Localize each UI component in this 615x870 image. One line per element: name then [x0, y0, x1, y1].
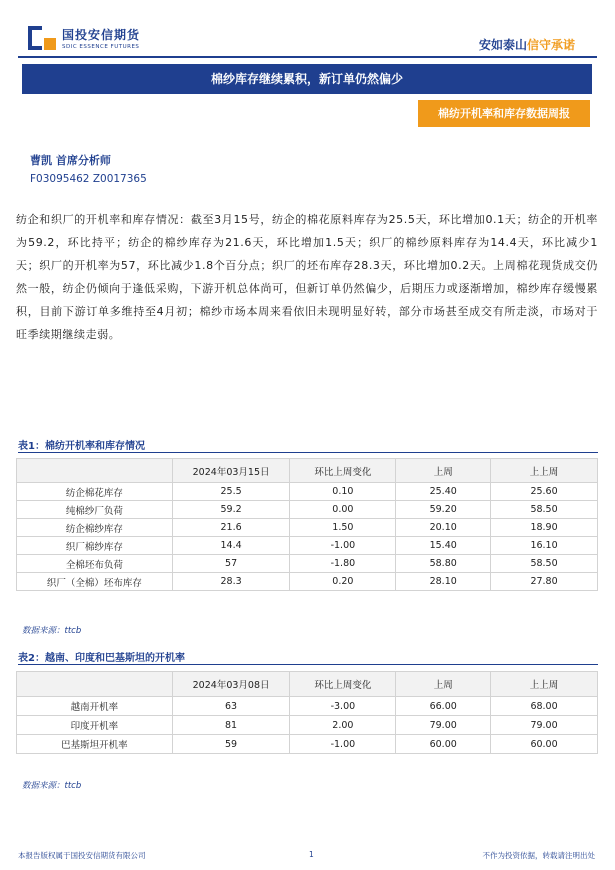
table2-header-cell: 2024年03月08日	[172, 672, 290, 697]
table1	[16, 458, 598, 591]
table-row	[17, 735, 598, 754]
table2-header-cell: 环比上周变化	[290, 672, 396, 697]
table-row	[17, 483, 598, 501]
value-cell: 0.00	[290, 501, 396, 519]
slogan	[479, 36, 575, 53]
table-row	[17, 697, 598, 716]
value-cell: 25.40	[396, 483, 491, 501]
value-cell: 57	[172, 555, 290, 573]
value-cell: 1.50	[290, 519, 396, 537]
table1-header-cell: 上上周	[491, 459, 598, 483]
value-cell: 27.80	[491, 573, 598, 591]
brand-name	[62, 26, 140, 50]
slogan-part-1: 安如泰山	[478, 38, 527, 52]
row-label-cell: 印度开机率	[17, 716, 173, 735]
value-cell: 16.10	[491, 537, 598, 555]
value-cell: 68.00	[491, 697, 598, 716]
report-title: 棉纱库存继续累积，新订单仍然偏少	[22, 64, 592, 94]
table1-header-cell	[17, 459, 173, 483]
value-cell: 28.10	[396, 573, 491, 591]
value-cell: 25.60	[491, 483, 598, 501]
value-cell: 58.50	[491, 555, 598, 573]
value-cell: 59.2	[172, 501, 290, 519]
value-cell: -1.80	[290, 555, 396, 573]
value-cell: 18.90	[491, 519, 598, 537]
value-cell: 28.3	[172, 573, 290, 591]
header-divider	[18, 56, 597, 58]
row-label-cell: 越南开机率	[17, 697, 173, 716]
table1-header-cell: 上周	[396, 459, 491, 483]
table1-source: 数据来源：ttcb	[22, 626, 82, 636]
row-label-cell: 织厂棉纱库存	[17, 537, 173, 555]
row-label-cell: 巴基斯坦开机率	[17, 735, 173, 754]
value-cell: -1.00	[290, 537, 396, 555]
table1-title: 表1：棉纺开机率和库存情况	[18, 441, 145, 452]
value-cell: 14.4	[172, 537, 290, 555]
table1-header-row	[17, 459, 598, 483]
table2-header-cell: 上周	[396, 672, 491, 697]
value-cell: 60.00	[396, 735, 491, 754]
value-cell: 81	[172, 716, 290, 735]
value-cell: 66.00	[396, 697, 491, 716]
table1-header-cell: 环比上周变化	[290, 459, 396, 483]
table1-header-cell: 2024年03月15日	[172, 459, 290, 483]
value-cell: 59.20	[396, 501, 491, 519]
table2-header-cell	[17, 672, 173, 697]
value-cell: 79.00	[491, 716, 598, 735]
footer-copyright: 本报告版权属于国投安信期货有限公司	[18, 851, 146, 860]
value-cell: 63	[172, 697, 290, 716]
body-paragraph: 纺企和织厂的开机率和库存情况：截至3月15号，纺企的棉花原料库存为25.5天，环比增加0.1天；纺企的开机率为59.2，环比持平；纺企的棉纱库存为21.6天，环比增加1.5天；织厂的棉纱原料库存为14.4天，环比减少1天；织厂的开机率为57，环比减少1.8个百分点；织厂的坯布库存28.3天，环比增加0.2天。上周棉花现货成交仍然一般，纺企仍倾向于逢低采购，下游开机总体尚可，但新订单仍然偏少，后期压力或逐渐增加，棉纱库存缓慢累积，目前下游订单多维持至4月初；棉纱市场本周来看依旧未现明显好转，部分市场甚至成交有所走淡，市场对于旺季续期继续走弱。	[16, 213, 598, 341]
table2-title: 表2：越南、印度和巴基斯坦的开机率	[18, 653, 185, 664]
value-cell: 0.20	[290, 573, 396, 591]
value-cell: 58.80	[396, 555, 491, 573]
value-cell: 20.10	[396, 519, 491, 537]
table-row	[17, 537, 598, 555]
slogan-part-2: 信守承诺	[526, 38, 575, 52]
brand-name-en: SDIC ESSENCE FUTURES	[62, 44, 140, 50]
value-cell: 25.5	[172, 483, 290, 501]
table1-rule	[18, 452, 598, 453]
value-cell: -1.00	[290, 735, 396, 754]
footer-page-number: 1	[309, 850, 314, 859]
analyst-codes: F03095462 Z0017365	[30, 173, 147, 185]
table2-header-cell: 上上周	[491, 672, 598, 697]
table-row	[17, 501, 598, 519]
analyst-name: 曹凯 首席分析师	[30, 154, 111, 167]
report-subtitle-badge: 棉纺开机率和库存数据周报	[418, 100, 590, 127]
table2	[16, 671, 598, 754]
value-cell: -3.00	[290, 697, 396, 716]
value-cell: 59	[172, 735, 290, 754]
value-cell: 0.10	[290, 483, 396, 501]
table-row	[17, 573, 598, 591]
row-label-cell: 织厂（全棉）坯布库存	[17, 573, 173, 591]
row-label-cell: 纺企棉纱库存	[17, 519, 173, 537]
value-cell: 58.50	[491, 501, 598, 519]
brand-name-cn: 国投安信期货	[62, 28, 141, 42]
row-label-cell: 纯棉纱厂负荷	[17, 501, 173, 519]
table2-header-row	[17, 672, 598, 697]
row-label-cell: 全棉坯布负荷	[17, 555, 173, 573]
table-row	[17, 716, 598, 735]
footer-disclaimer: 不作为投资依据，转载请注明出处	[482, 851, 595, 860]
table-row	[17, 519, 598, 537]
value-cell: 60.00	[491, 735, 598, 754]
table-row	[17, 555, 598, 573]
table2-source: 数据来源：ttcb	[22, 781, 82, 791]
value-cell: 15.40	[396, 537, 491, 555]
page-header	[0, 0, 615, 60]
row-label-cell: 纺企棉花库存	[17, 483, 173, 501]
value-cell: 21.6	[172, 519, 290, 537]
company-logo-icon	[28, 26, 58, 50]
table2-rule	[18, 664, 598, 665]
value-cell: 79.00	[396, 716, 491, 735]
value-cell: 2.00	[290, 716, 396, 735]
